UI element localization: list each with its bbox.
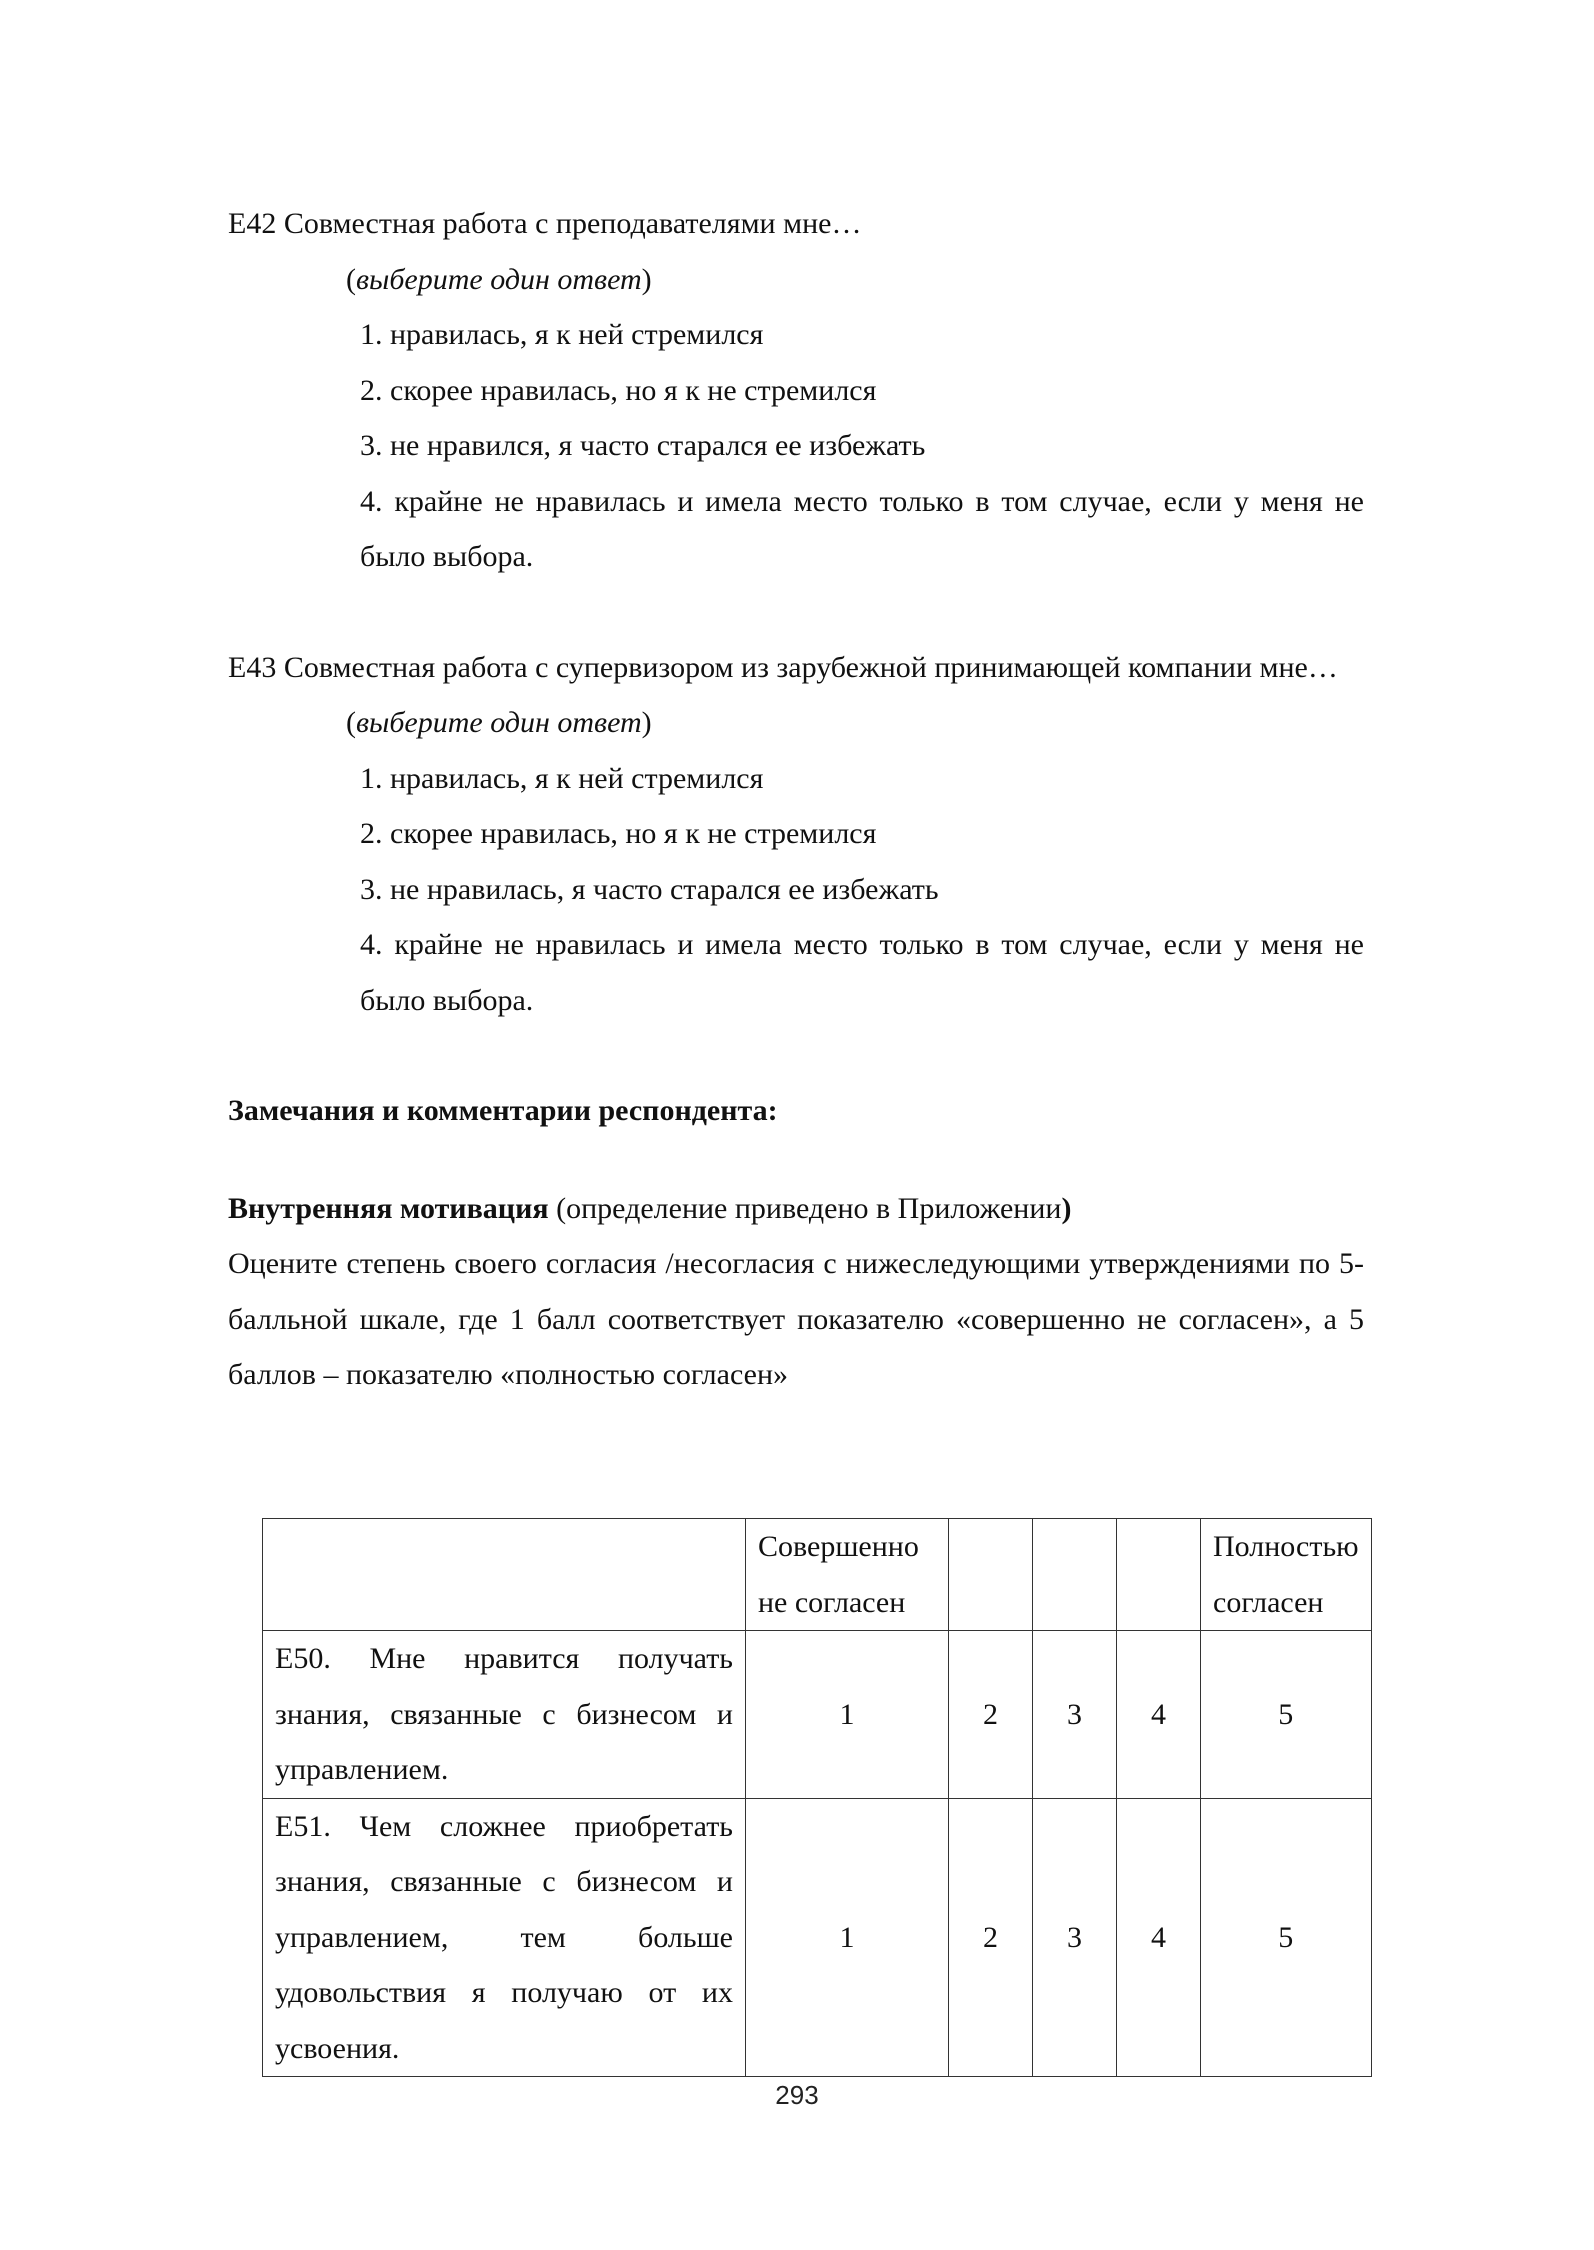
statement-cell: E51. Чем сложнее приобретать знания, связанные с бизнесом и управлением, тем больше удовольствия я получаю от их усвоения. <box>263 1798 746 2077</box>
score-cell[interactable]: 4 <box>1117 1631 1201 1799</box>
question-e43: E43 Совместная работа с супервизором из зарубежной принимающей компании мне… <box>228 650 1338 684</box>
score-cell[interactable]: 5 <box>1201 1798 1372 2077</box>
score-cell[interactable]: 4 <box>1117 1798 1201 2077</box>
table-header-row <box>263 1519 1372 1631</box>
likert-table <box>262 1518 1372 2077</box>
header-empty-cell <box>949 1519 1033 1631</box>
answer-hint-text: выберите один ответ <box>356 706 642 739</box>
option-item: 4. крайне не нравилась и имела место только в том случае, если у меня не было выбора. <box>360 928 1364 1017</box>
header-empty-cell <box>263 1519 746 1631</box>
score-cell[interactable]: 5 <box>1201 1631 1372 1799</box>
option-item: 1. нравилась, я к ней стремился <box>360 318 764 351</box>
header-empty-cell <box>1117 1519 1201 1631</box>
motivation-note-close: ) <box>1061 1191 1072 1225</box>
comments-heading: Замечания и комментарии респондента: <box>228 1094 778 1127</box>
motivation-heading <box>228 1181 1364 1237</box>
option-item: 3. не нравилась, я часто старался ее избежать <box>360 872 939 906</box>
question-e42: E42 Совместная работа с преподавателями мне… <box>228 207 862 240</box>
score-cell[interactable]: 1 <box>746 1798 949 2077</box>
table-row <box>263 1798 1372 2077</box>
options-e43 <box>228 751 1364 1029</box>
score-cell[interactable]: 2 <box>949 1631 1033 1799</box>
option-item: 3. не нравился, я часто старался ее избежать <box>360 429 926 462</box>
options-e42 <box>228 307 1364 585</box>
option-item: 2. скорее нравилась, но я к не стремился <box>360 817 877 850</box>
statement-cell: E50. Мне нравится получать знания, связанные с бизнесом и управлением. <box>263 1631 746 1799</box>
motivation-instructions: Оцените степень своего согласия /несогласия с нижеследующими утверждениями по 5-балльной шкале, где 1 балл соответствует показателю «совершенно не согласен», а 5 баллов – показателю «полностью согласен» <box>228 1247 1364 1391</box>
header-scale-low: Совершенно не согласен <box>746 1519 949 1631</box>
motivation-note: (определение приведено в Приложении <box>556 1191 1062 1225</box>
header-empty-cell <box>1033 1519 1117 1631</box>
page-number: 293 <box>775 2080 819 2110</box>
answer-hint-text: выберите один ответ <box>356 262 642 296</box>
table-row <box>263 1631 1372 1799</box>
score-cell[interactable]: 1 <box>746 1631 949 1799</box>
score-cell[interactable]: 2 <box>949 1798 1033 2077</box>
score-cell[interactable]: 3 <box>1033 1631 1117 1799</box>
option-item: 4. крайне не нравилась и имела место только в том случае, если у меня не было выбора. <box>360 484 1364 573</box>
header-scale-high: Полностью согласен <box>1201 1519 1372 1631</box>
option-item: 2. скорее нравилась, но я к не стремился <box>360 373 877 407</box>
answer-hint-e42: (выберите один ответ) <box>346 262 652 296</box>
motivation-title: Внутренняя мотивация <box>228 1191 549 1225</box>
option-item: 1. нравилась, я к ней стремился <box>360 761 764 795</box>
document-page <box>228 196 1364 1403</box>
score-cell[interactable]: 3 <box>1033 1798 1117 2077</box>
answer-hint-e43: (выберите один ответ) <box>346 706 652 739</box>
